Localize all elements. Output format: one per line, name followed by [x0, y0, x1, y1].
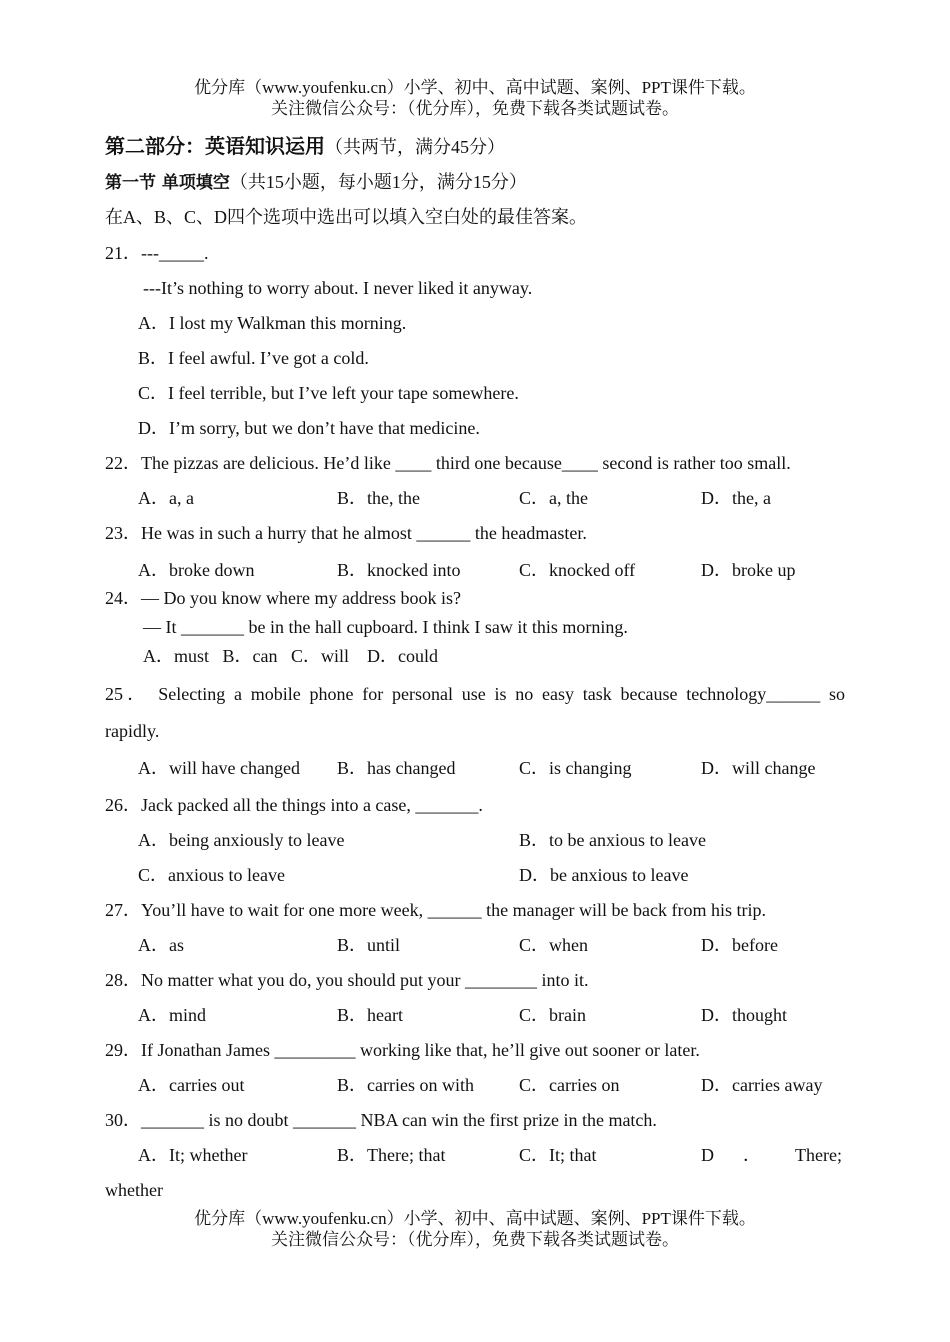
q30-option-c: C．It; that [519, 1145, 597, 1165]
q23-stem: 23．He was in such a hurry that he almost ______ the headmaster. [105, 523, 587, 543]
q21-option-d: D．I’m sorry, but we don’t have that medicine. [138, 418, 480, 438]
q30-stem: 30．_______ is no doubt _______ NBA can win the first prize in the match. [105, 1110, 657, 1130]
q30-option-d-text: There; [795, 1145, 842, 1165]
q30-option-b: B．There; that [337, 1145, 446, 1165]
q30-option-a: A．It; whether [138, 1145, 248, 1165]
q30-continuation: whether [105, 1180, 163, 1200]
q26-option-d: D．be anxious to leave [519, 865, 689, 885]
part-title: 第二部分：英语知识运用 [105, 134, 325, 158]
q27-stem: 27．You’ll have to wait for one more week, ______ the manager will be back from his trip. [105, 900, 767, 920]
q21-option-a: A．I lost my Walkman this morning. [138, 313, 407, 333]
q28-stem: 28．No matter what you do, you should put your ________ into it. [105, 970, 589, 990]
q30-option-d-mark: ． [743, 1145, 761, 1165]
header-line-2: 关注微信公众号：（优分库），免费下载各类试题试卷。 [271, 99, 679, 118]
q21-reply: ---It’s nothing to worry about. I never liked it anyway. [143, 278, 533, 298]
q22-option-a: A．a, a [138, 488, 194, 508]
q27-option-d: D．before [701, 935, 778, 955]
q25-stem: 25． Selecting a mobile phone for personal use is no easy task because technology______ so [105, 684, 845, 704]
q24-stem: 24．— Do you know where my address book is? [105, 588, 461, 608]
footer-line-2: 关注微信公众号：（优分库），免费下载各类试题试卷。 [271, 1230, 679, 1249]
q23-option-b: B．knocked into [337, 560, 461, 580]
q28-option-a: A．mind [138, 1005, 207, 1025]
q25-option-c: C．is changing [519, 758, 632, 778]
q29-option-a: A．carries out [138, 1075, 245, 1095]
q23-option-c: C．knocked off [519, 560, 636, 580]
q29-stem: 29．If Jonathan James _________ working like that, he’ll give out sooner or later. [105, 1040, 700, 1060]
q27-option-c: C．when [519, 935, 588, 955]
section-note: （共15小题，每小题1分，满分15分） [229, 172, 527, 192]
q25-option-d: D．will change [701, 758, 816, 778]
q30-option-d-letter: D [701, 1145, 714, 1165]
q28-option-c: C．brain [519, 1005, 586, 1025]
q22-option-d: D．the, a [701, 488, 771, 508]
section-heading [105, 171, 527, 194]
q24-reply: — It _______ be in the hall cupboard. I think I saw it this morning. [143, 617, 628, 637]
q21-option-c: C．I feel terrible, but I’ve left your tape somewhere. [138, 383, 519, 403]
q21-stem: 21．---_____. [105, 243, 209, 263]
footer-line-1: 优分库（www.youfenku.cn）小学、初中、高中试题、案例、PPT课件下载。 [194, 1209, 756, 1228]
section-title: 第一节 单项填空 [105, 173, 230, 193]
q27-option-b: B．until [337, 935, 401, 955]
instruction: 在A、B、C、D四个选项中选出可以填入空白处的最佳答案。 [105, 207, 588, 227]
q25-continuation: rapidly. [105, 721, 160, 741]
q28-option-d: D．thought [701, 1005, 788, 1025]
part-note: （共两节，满分45分） [325, 137, 505, 157]
q29-option-d: D．carries away [701, 1075, 823, 1095]
q25-option-b: B．has changed [337, 758, 456, 778]
q21-option-b: B．I feel awful. I’ve got a cold. [138, 348, 369, 368]
q25-option-a: A．will have changed [138, 758, 300, 778]
q24-options: A．must B．can C．will D．could [143, 646, 438, 666]
q23-option-d: D．broke up [701, 560, 796, 580]
q27-option-a: A．as [138, 935, 184, 955]
q22-option-c: C．a, the [519, 488, 588, 508]
q29-option-c: C．carries on [519, 1075, 620, 1095]
q26-option-b: B．to be anxious to leave [519, 830, 706, 850]
part-heading [105, 135, 505, 158]
q26-option-c: C．anxious to leave [138, 865, 285, 885]
q29-option-b: B．carries on with [337, 1075, 474, 1095]
q22-option-b: B．the, the [337, 488, 420, 508]
header-line-1: 优分库（www.youfenku.cn）小学、初中、高中试题、案例、PPT课件下载。 [194, 78, 756, 97]
q26-stem: 26．Jack packed all the things into a case, _______. [105, 795, 483, 815]
q22-stem: 22．The pizzas are delicious. He’d like ____ third one because____ second is rather too small. [105, 453, 791, 473]
q28-option-b: B．heart [337, 1005, 403, 1025]
q26-option-a: A．being anxiously to leave [138, 830, 345, 850]
q23-option-a: A．broke down [138, 560, 255, 580]
